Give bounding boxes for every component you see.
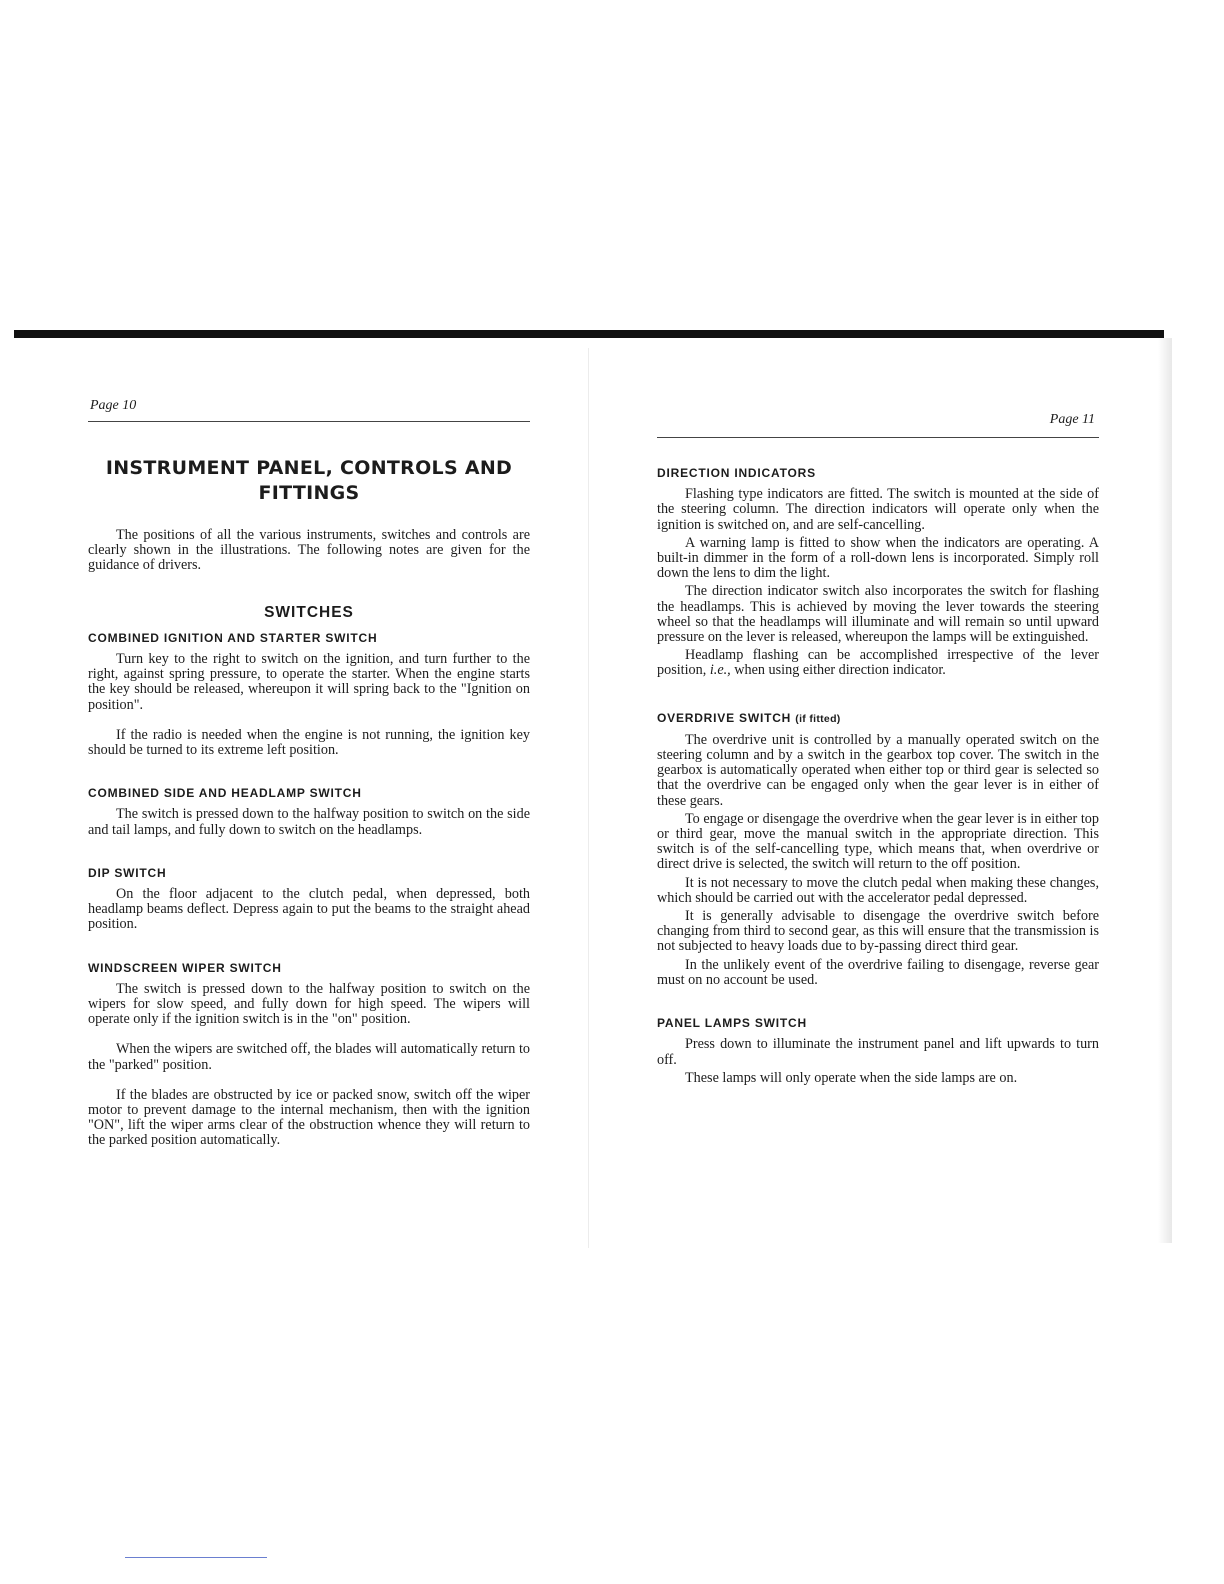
wiper-heading: WINDSCREEN WIPER SWITCH: [88, 960, 282, 975]
overdrive-paragraph-1: The overdrive unit is controlled by a manually operated switch on the steering column and by a switch in the gearbox top cover. The switch in the gearbox is automatically operated when either top or third gear is selected so that the overdrive can be engaged only when the gear lever is in either of these gears.: [657, 731, 1099, 809]
wiper-paragraph-3: If the blades are obstructed by ice or packed snow, switch off the wiper motor to prevent damage to the internal mechanism, then with the ignition "ON", lift the wiper arms clear of the obstruction whence they will return to the parked position automatically.: [88, 1086, 530, 1149]
dip-heading: DIP SWITCH: [88, 865, 167, 880]
overdrive-section: [657, 711, 1099, 988]
dip-paragraph: On the floor adjacent to the clutch pedal, when depressed, both headlamp beams deflect. Depress again to put the beams to the straight ahead position.: [88, 886, 530, 933]
direction-p4-start: Headlamp flashing can be accomplished irrespective of the lever position,: [657, 647, 1099, 679]
page-number-right: Page 11: [1049, 412, 1095, 427]
direction-p4-end: when using either direction indicator.: [730, 662, 946, 679]
page-fold-line: [588, 348, 589, 1248]
overdrive-heading: [657, 711, 1099, 727]
wiper-paragraph-1: The switch is pressed down to the halfway position to switch on the wipers for slow speed, and fully down for high speed. The wipers will operate only if the ignition switch is in the "on" position.: [88, 980, 530, 1028]
page-title: INSTRUMENT PANEL, CONTROLS AND FITTINGS: [105, 457, 513, 504]
ignition-heading: COMBINED IGNITION AND STARTER SWITCH: [88, 630, 378, 645]
left-page: [88, 398, 530, 1149]
panel-lamps-heading: PANEL LAMPS SWITCH: [657, 1016, 807, 1031]
direction-section: [657, 466, 1099, 679]
direction-heading: DIRECTION INDICATORS: [657, 466, 816, 480]
wiper-paragraph-2: When the wipers are switched off, the blades will automatically return to the "parked" position.: [88, 1041, 530, 1073]
right-page: [657, 412, 1099, 1086]
ignition-paragraph-1: Turn key to the right to switch on the ignition, and turn further to the right, against spring pressure, to operate the starter. When the engine starts the key should be released, whereupon it will spring back to the "Ignition on position".: [88, 651, 530, 713]
side-headlamp-paragraph: The switch is pressed down to the halfway position to switch on the side and tail lamps, and fully down to switch on the headlamps.: [88, 806, 530, 838]
dip-section: [88, 866, 530, 933]
page-number-left: Page 10: [90, 398, 137, 413]
side-headlamp-heading: COMBINED SIDE AND HEADLAMP SWITCH: [88, 786, 362, 801]
ignition-section: [88, 631, 530, 758]
right-page-header: [657, 412, 1099, 438]
overdrive-paragraph-2: To engage or disengage the overdrive when the gear lever is in either top or third gear, move the manual switch in the appropriate direction. This switch is of the self-cancelling type, which means that, when overdrive or direct drive is selected, the switch will return to the off position.: [657, 810, 1099, 873]
left-page-header: [88, 398, 530, 422]
scan-artifact-line: [125, 1557, 267, 1558]
section-title-switches: SWITCHES: [264, 603, 354, 621]
direction-paragraph-3: The direction indicator switch also incorporates the switch for flashing the headlamps. This is achieved by moving the lever towards the steering wheel so that the headlamps will illuminate and will remain so until upward pressure on the lever is released, whereupon the lamps will be extinguished.: [657, 583, 1099, 646]
side-headlamp-section: [88, 786, 530, 838]
overdrive-heading-text: OVERDRIVE SWITCH: [657, 710, 792, 725]
panel-lamps-paragraph-2: These lamps will only operate when the side lamps are on.: [685, 1069, 1018, 1086]
overdrive-paragraph-5: In the unlikely event of the overdrive failing to disengage, reverse gear must on no account be used.: [657, 956, 1099, 988]
direction-paragraph-4: [657, 648, 1099, 678]
panel-lamps-paragraph-1: Press down to illuminate the instrument panel and lift upwards to turn off.: [657, 1036, 1099, 1068]
page-edge-shadow: [1158, 338, 1172, 1243]
overdrive-paragraph-3: It is not necessary to move the clutch pedal when making these changes, which should be carried out with the accelerator pedal depressed.: [657, 874, 1099, 906]
spread-top-bar: [14, 330, 1164, 338]
panel-lamps-section: [657, 1016, 1099, 1086]
direction-paragraph-2: A warning lamp is fitted to show when the indicators are operating. A built-in dimmer in the form of a roll-down lens is incorporated. Simply roll down the lens to dim the light.: [657, 534, 1099, 582]
intro-paragraph: The positions of all the various instruments, switches and controls are clearly shown in the illustrations. The following notes are given for the guidance of drivers.: [88, 527, 530, 574]
overdrive-heading-suffix: (if fitted): [795, 712, 841, 725]
direction-p4-italic: i.e.,: [709, 662, 731, 679]
ignition-paragraph-2: If the radio is needed when the engine is not running, the ignition key should be turned to its extreme left position.: [88, 726, 530, 759]
wiper-section: [88, 961, 530, 1149]
direction-paragraph-1: Flashing type indicators are fitted. The switch is mounted at the side of the steering column. The direction indicators will operate only when the ignition is switched on, and are self-cancelling.: [657, 486, 1099, 533]
overdrive-paragraph-4: It is generally advisable to disengage the overdrive switch before changing from third to second gear, as this will ensure that the transmission is not subjected to heavy loads due to by-passing direct third gear.: [657, 908, 1099, 955]
